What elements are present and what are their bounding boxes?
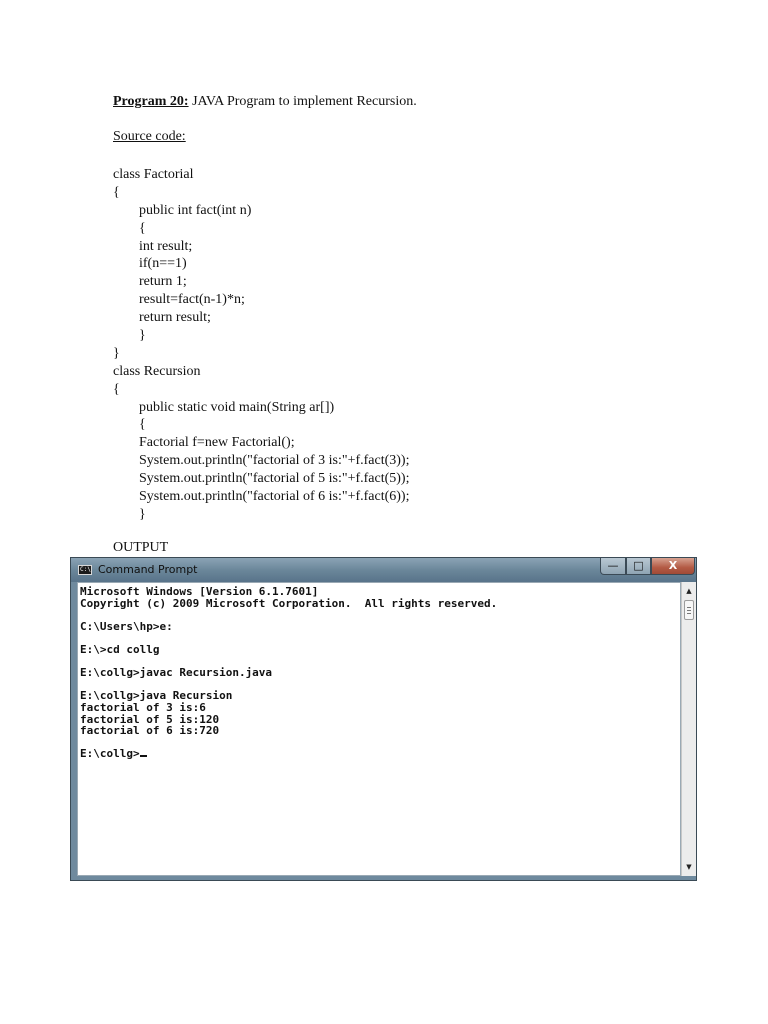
code-line: public static void main(String ar[]) [139, 399, 335, 415]
source-code-block [113, 166, 409, 524]
program-heading [113, 94, 417, 110]
code-line: { [113, 184, 120, 200]
console-line: factorial of 3 is:6 [80, 700, 206, 714]
code-line: result=fact(n-1)*n; [139, 292, 245, 308]
thumb-grip [687, 607, 691, 608]
console-line: E:\collg>java Recursion [80, 689, 233, 703]
code-line: return result; [139, 310, 211, 326]
output-label: OUTPUT [113, 540, 169, 555]
console-prompt-line[interactable] [80, 748, 497, 760]
console-line [80, 737, 497, 749]
code-line: System.out.println("factorial of 3 is:"+f.fact(3)); [139, 453, 410, 469]
program-title: JAVA Program to implement Recursion. [188, 94, 417, 109]
code-line: class Factorial [113, 167, 194, 182]
console-line: Microsoft Windows [Version 6.1.7601] [80, 585, 319, 598]
console-area[interactable] [77, 582, 681, 876]
code-line: Factorial f=new Factorial(); [139, 435, 295, 451]
code-line: public int fact(int n) [139, 202, 252, 218]
console-line: Copyright (c) 2009 Microsoft Corporation. All rights reserved. [80, 596, 498, 610]
scroll-down-arrow-icon[interactable]: ▼ [686, 863, 692, 871]
console-line: E:\>cd collg [80, 642, 160, 656]
console-line: factorial of 6 is:720 [80, 724, 220, 738]
maximize-button[interactable]: □ [626, 558, 651, 575]
console-line: C:\Users\hp>e: [80, 619, 173, 633]
command-prompt-window [70, 557, 697, 881]
code-line: { [139, 417, 146, 433]
vertical-scrollbar[interactable] [681, 582, 696, 876]
code-line: } [139, 328, 146, 344]
text-cursor [140, 755, 147, 757]
program-number: Program 20: [113, 94, 189, 109]
code-line: } [139, 506, 146, 522]
minimize-button[interactable]: — [600, 558, 626, 575]
code-line: } [113, 345, 120, 361]
code-line: int result; [139, 238, 193, 254]
console-line: E:\collg>javac Recursion.java [80, 666, 273, 680]
console-prompt: E:\collg> [80, 747, 140, 761]
scroll-up-arrow-icon[interactable]: ▲ [686, 587, 692, 595]
thumb-grip [687, 610, 691, 611]
code-line: { [139, 220, 146, 236]
cmd-icon[interactable]: C:\ [80, 566, 91, 573]
code-line: return 1; [139, 274, 187, 290]
window-titlebar[interactable] [71, 558, 696, 582]
close-button[interactable]: X [651, 558, 695, 575]
console-output [80, 586, 497, 760]
source-code-label: Source code: [113, 129, 186, 144]
code-line: System.out.println("factorial of 5 is:"+f.fact(5)); [139, 471, 410, 487]
code-line: System.out.println("factorial of 6 is:"+f.fact(6)); [139, 489, 410, 505]
code-line: class Recursion [113, 363, 201, 379]
code-line: { [113, 381, 120, 397]
console-line: factorial of 5 is:120 [80, 712, 220, 726]
thumb-grip [687, 613, 691, 614]
window-title: Command Prompt [98, 563, 198, 576]
code-line: if(n==1) [139, 256, 187, 272]
scroll-thumb[interactable] [684, 600, 694, 620]
